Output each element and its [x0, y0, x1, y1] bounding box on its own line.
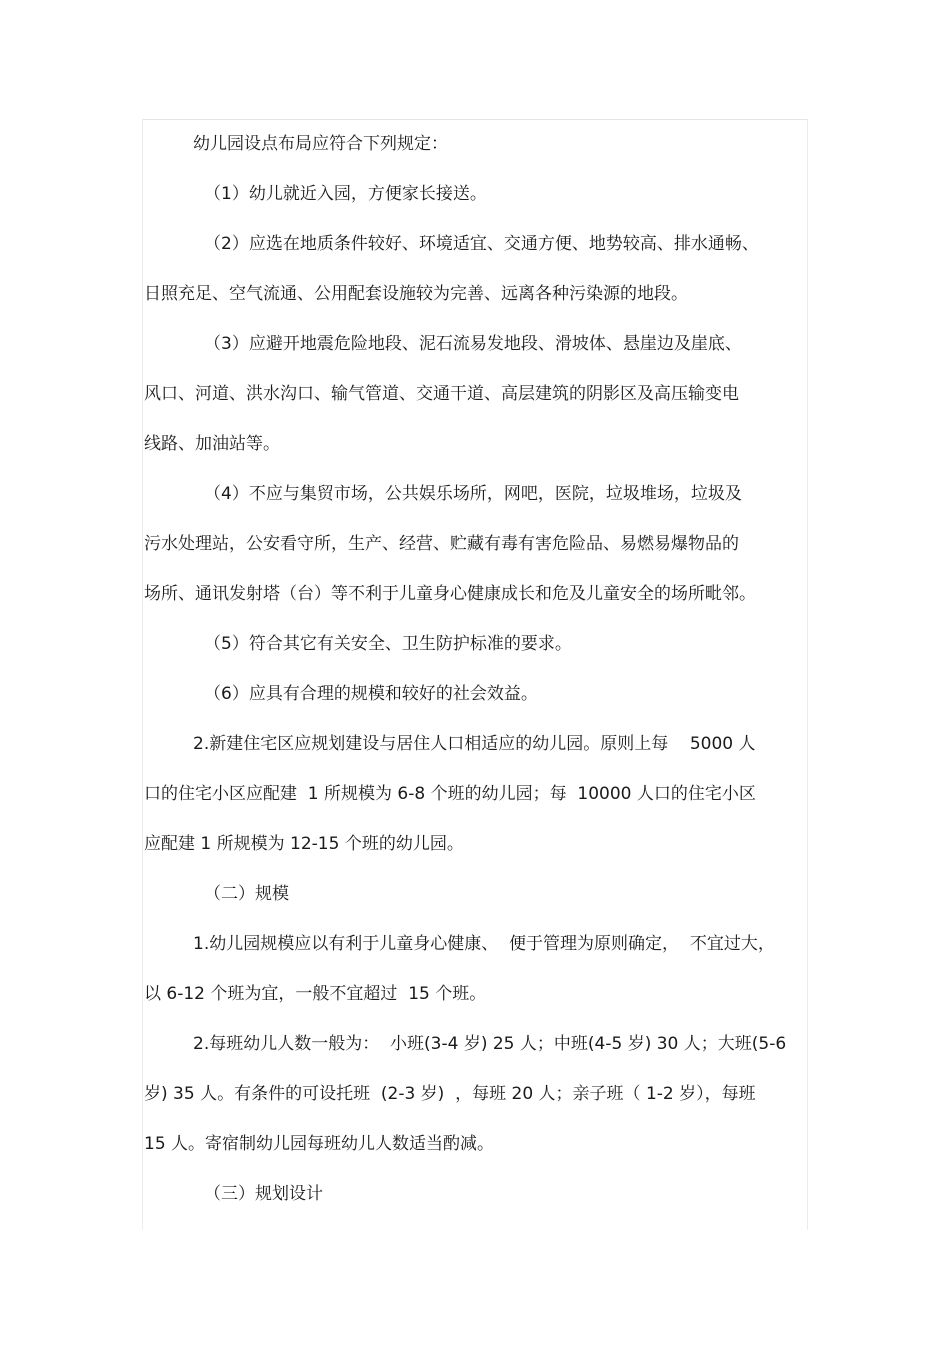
list-item-3-line-2: 风口、河道、洪水沟口、输气管道、交通干道、高层建筑的阴影区及高压输变电 — [144, 384, 739, 404]
clause-2-line-1: 2.新建住宅区应规划建设与居住人口相适应的幼儿园。原则上每 5000 人 — [193, 734, 756, 754]
scale-clause-1-line-2: 以 6-12 个班为宜，一般不宜超过 15 个班。 — [144, 984, 487, 1004]
section-heading-planning: （三）规划设计 — [204, 1184, 323, 1204]
scale-clause-2-line-2: 岁) 35 人。有条件的可设托班 (2-3 岁) ，每班 20 人；亲子班（ 1-2 岁），每班 — [144, 1084, 756, 1104]
clause-2-line-3: 应配建 1 所规模为 12-15 个班的幼儿园。 — [144, 834, 464, 854]
section-heading-scale: （二）规模 — [204, 884, 289, 904]
clause-2-line-2: 口的住宅小区应配建 1 所规模为 6-8 个班的幼儿园；每 10000 人口的住宅小区 — [144, 784, 756, 804]
list-item-5: （5）符合其它有关安全、卫生防护标准的要求。 — [204, 634, 572, 654]
scale-clause-2-line-1: 2.每班幼儿人数一般为： 小班(3-4 岁) 25 人；中班(4-5 岁) 30 人；大班(5-6 — [193, 1034, 787, 1054]
paragraph-intro: 幼儿园设点布局应符合下列规定： — [193, 134, 448, 154]
list-item-4-line-1: （4）不应与集贸市场，公共娱乐场所，网吧，医院，垃圾堆场，垃圾及 — [204, 484, 742, 504]
scale-clause-2-line-3: 15 人。寄宿制幼儿园每班幼儿人数适当酌减。 — [144, 1134, 495, 1154]
list-item-2-line-1: （2）应选在地质条件较好、环境适宜、交通方便、地势较高、排水通畅、 — [204, 234, 759, 254]
scale-clause-1-line-1: 1.幼儿园规模应以有利于儿童身心健康、 便于管理为原则确定， 不宜过大， — [193, 934, 775, 954]
list-item-4-line-3: 场所、通讯发射塔（台）等不利于儿童身心健康成长和危及儿童安全的场所毗邻。 — [144, 584, 756, 604]
list-item-2-line-2: 日照充足、空气流通、公用配套设施较为完善、远离各种污染源的地段。 — [144, 284, 688, 304]
list-item-4-line-2: 污水处理站，公安看守所，生产、经营、贮藏有毒有害危险品、易燃易爆物品的 — [144, 534, 739, 554]
list-item-3-line-3: 线路、加油站等。 — [144, 434, 280, 454]
list-item-6: （6）应具有合理的规模和较好的社会效益。 — [204, 684, 538, 704]
list-item-1: （1）幼儿就近入园，方便家长接送。 — [204, 184, 487, 204]
list-item-3-line-1: （3）应避开地震危险地段、泥石流易发地段、滑坡体、悬崖边及崖底、 — [204, 334, 742, 354]
